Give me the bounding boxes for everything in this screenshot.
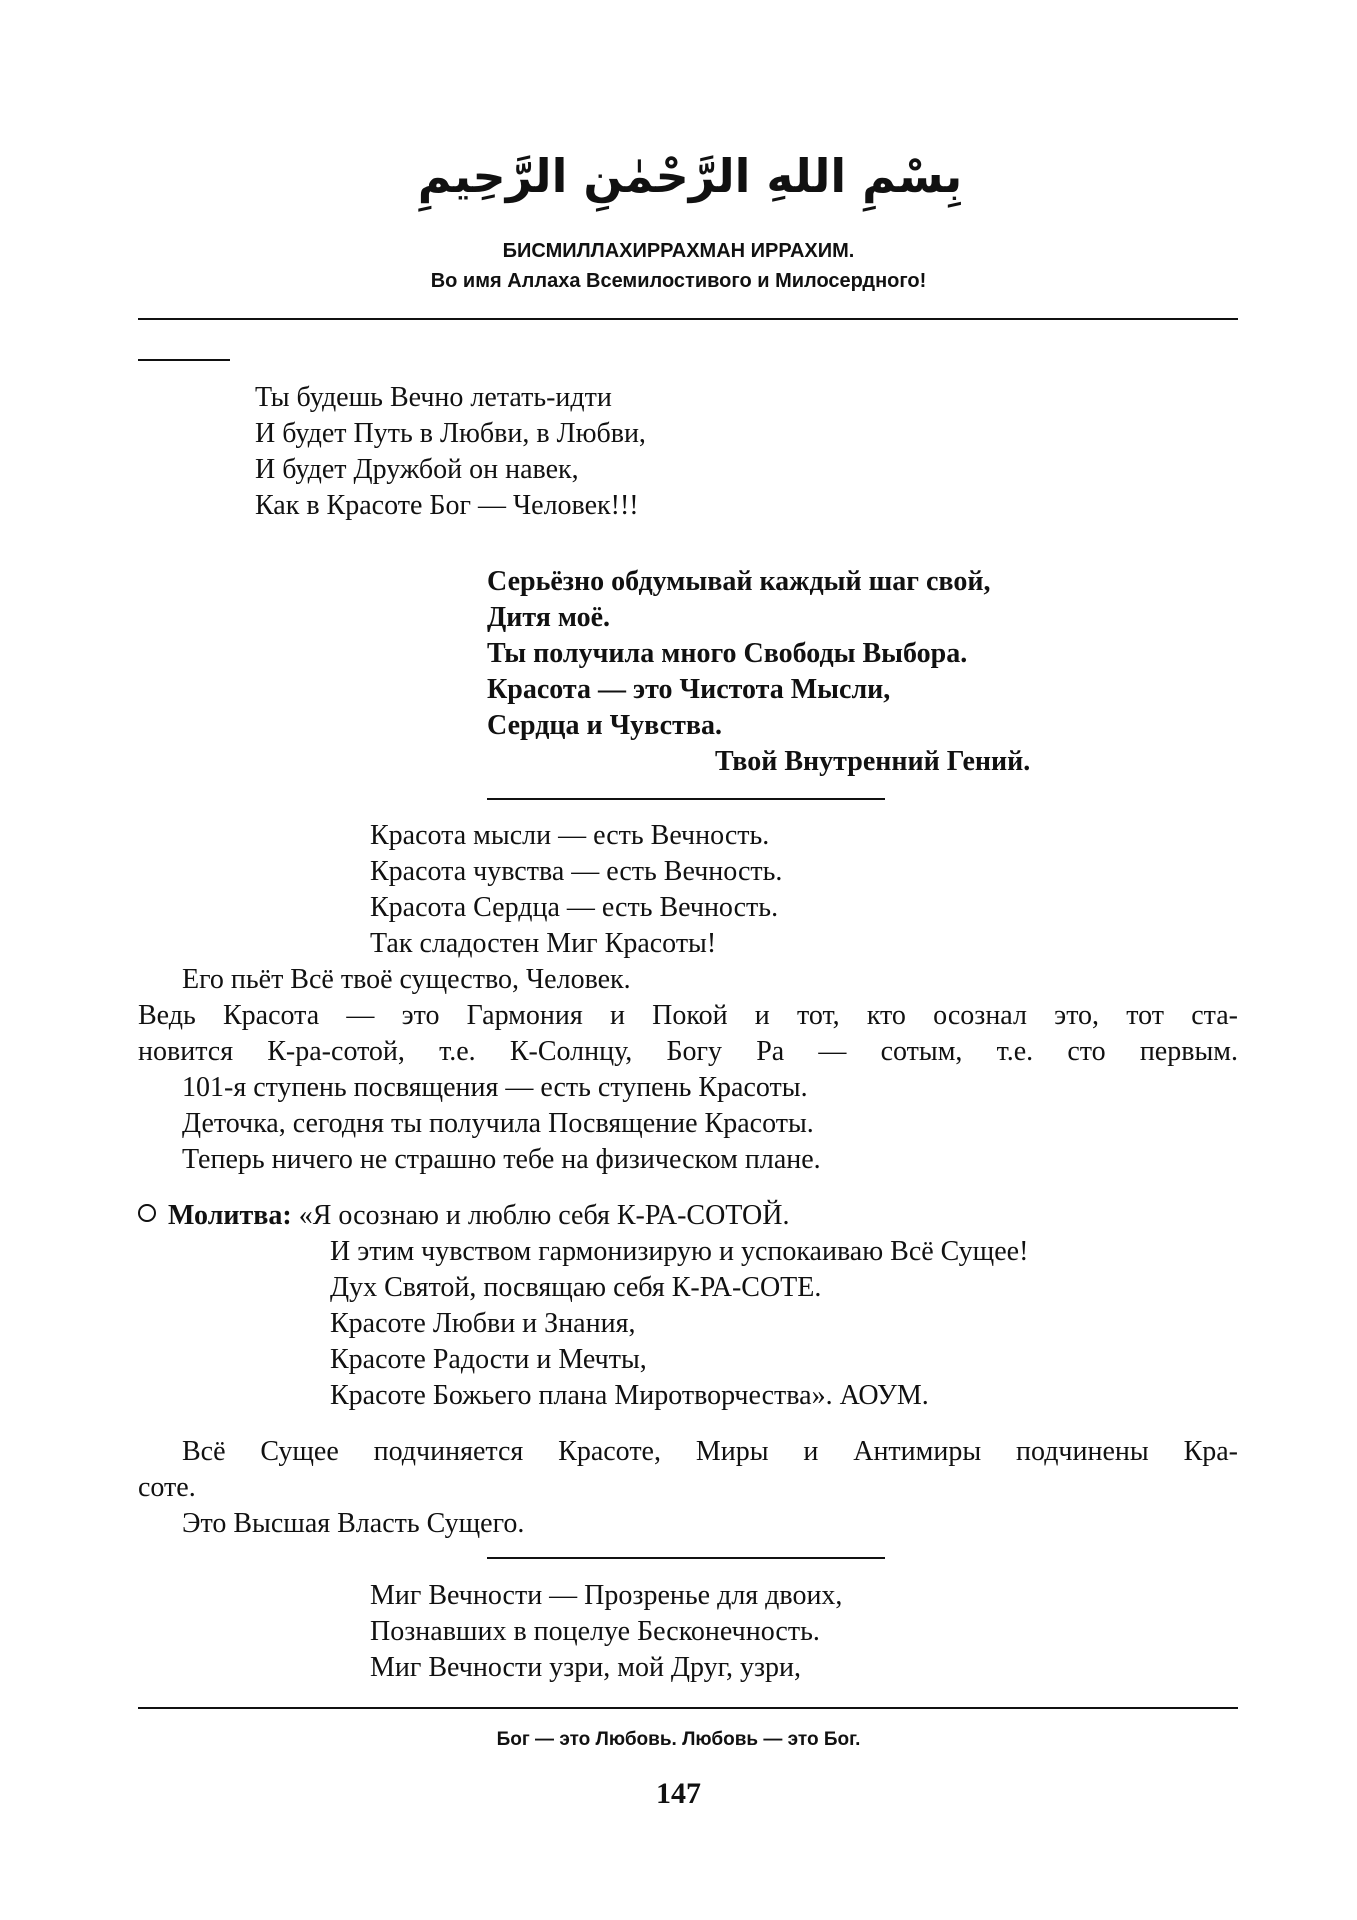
bold-message-line: Красота — это Чистота Мысли, bbox=[487, 674, 891, 705]
prayer-line: Красоте Божьего плана Миротворчества». АОУМ. bbox=[330, 1380, 929, 1411]
basmala-calligraphy bbox=[417, 130, 963, 220]
poem1-line: И будет Дружбой он навек, bbox=[255, 454, 579, 485]
prayer-label: Молитва: bbox=[168, 1200, 292, 1231]
poem3-line: Познавших в поцелуе Бесконечность. bbox=[370, 1616, 820, 1647]
paragraph-line: Его пьёт Всё твоё существо, Человек. bbox=[182, 964, 631, 995]
poem2-line: Красота чувства — есть Вечность. bbox=[370, 856, 783, 887]
signature: Твой Внутренний Гений. bbox=[715, 746, 1031, 777]
header-title: БИСМИЛЛАХИРРАХМАН ИРРАХИМ. bbox=[502, 240, 855, 262]
paragraph-line: Ведь Красота — это Гармония и Покой и тот, кто осознал это, тот ста- bbox=[138, 1000, 1238, 1031]
bold-message-line: Серьёзно обдумывай каждый шаг свой, bbox=[487, 566, 991, 597]
poem1-line: Как в Красоте Бог — Человек!!! bbox=[255, 490, 639, 521]
page-number: 147 bbox=[656, 1777, 701, 1810]
paragraph-line: Теперь ничего не страшно тебе на физическом плане. bbox=[182, 1144, 821, 1175]
paragraph-line: Всё Сущее подчиняется Красоте, Миры и Антимиры подчинены Кра- bbox=[182, 1436, 1238, 1467]
basmala-text: بِسْمِ اللهِ الرَّحْمٰنِ الرَّحِيمِ bbox=[417, 149, 963, 203]
prayer-line: Красоте Радости и Мечты, bbox=[330, 1344, 647, 1375]
header-subtitle: Во имя Аллаха Всемилостивого и Милосердного! bbox=[430, 270, 927, 292]
footer-rule bbox=[138, 1707, 1238, 1709]
poem1-line: И будет Путь в Любви, в Любви, bbox=[255, 418, 646, 449]
header-rule bbox=[138, 318, 1238, 320]
poem2-line: Красота Сердца — есть Вечность. bbox=[370, 892, 779, 923]
prayer-line: И этим чувством гармонизирую и успокаиваю Всё Сущее! bbox=[330, 1236, 1029, 1267]
poem3-line: Миг Вечности узри, мой Друг, узри, bbox=[370, 1652, 802, 1683]
footer-motto: Бог — это Любовь. Любовь — это Бог. bbox=[496, 1729, 861, 1750]
paragraph-line: Это Высшая Власть Сущего. bbox=[182, 1508, 525, 1539]
prayer-first-line bbox=[138, 1198, 789, 1234]
paragraph-line: 101-я ступень посвящения — есть ступень Красоты. bbox=[182, 1072, 808, 1103]
prayer-line: Дух Святой, посвящаю себя К-РА-СОТЕ. bbox=[330, 1272, 822, 1303]
poem2-line: Так сладостен Миг Красоты! bbox=[370, 928, 717, 959]
poem3-line: Миг Вечности — Прозренье для двоих, bbox=[370, 1580, 843, 1611]
paragraph-line: новится К-ра-сотой, т.е. К-Солнцу, Богу Ра — сотым, т.е. сто первым. bbox=[138, 1036, 1238, 1067]
paragraph-line: соте. bbox=[138, 1472, 196, 1503]
section-rule bbox=[487, 1557, 885, 1559]
poem2-line: Красота мысли — есть Вечность. bbox=[370, 820, 770, 851]
prayer-line: Красоте Любви и Знания, bbox=[330, 1308, 636, 1339]
short-rule bbox=[138, 359, 230, 361]
bold-message-line: Ты получила много Свободы Выбора. bbox=[487, 638, 968, 669]
section-rule bbox=[487, 798, 885, 800]
bold-message-line: Сердца и Чувства. bbox=[487, 710, 722, 741]
circle-bullet-icon bbox=[138, 1204, 156, 1222]
paragraph-line: Деточка, сегодня ты получила Посвящение Красоты. bbox=[182, 1108, 814, 1139]
poem1-line: Ты будешь Вечно летать-идти bbox=[255, 382, 612, 413]
bold-message-line: Дитя моё. bbox=[487, 602, 611, 633]
prayer-text: «Я осознаю и люблю себя К-РА-СОТОЙ. bbox=[298, 1200, 790, 1231]
